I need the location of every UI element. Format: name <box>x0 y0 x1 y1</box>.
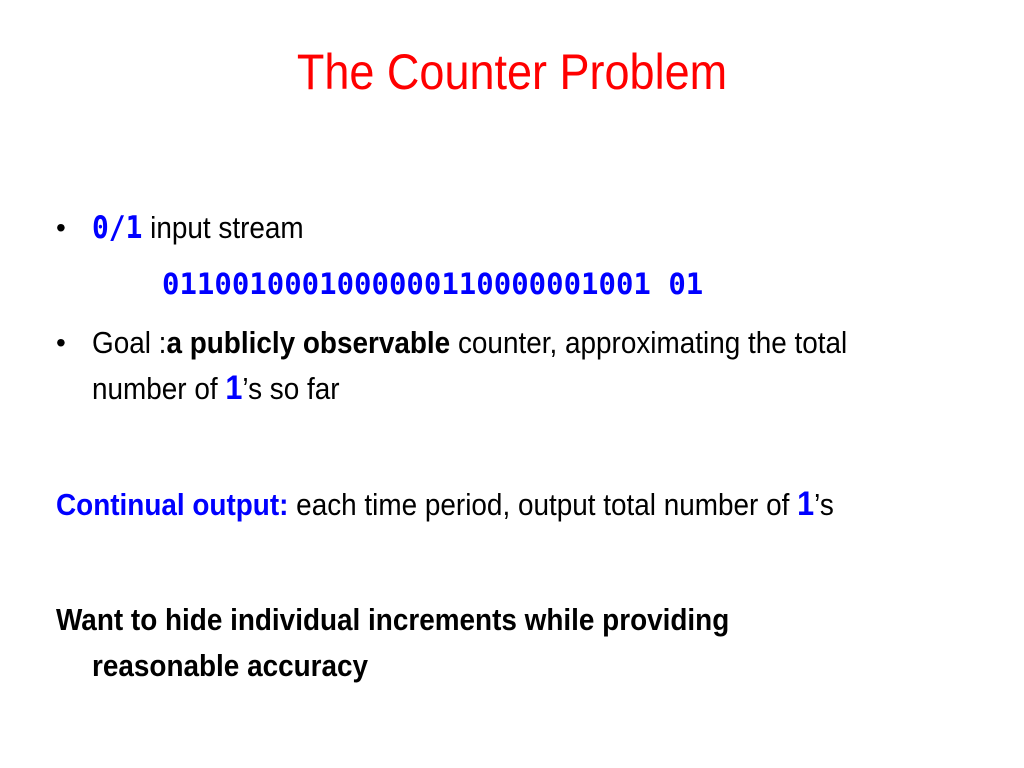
slide-title: The Counter Problem <box>296 44 728 100</box>
bullet-marker: • <box>56 212 66 243</box>
bullet-text-input-stream: input stream <box>142 210 304 245</box>
continual-output-label: Continual output: <box>56 487 289 522</box>
goal-emphasis: a publicly observable <box>166 325 451 360</box>
want-line-1: Want to hide individual increments while providing <box>56 602 730 637</box>
goal-line2-suffix: ’s so far <box>242 371 340 406</box>
goal-line2-one: 1 <box>225 369 243 407</box>
bullet-lead-01: 0/1 <box>92 210 143 246</box>
binary-stream <box>162 266 703 303</box>
continual-output-one: 1 <box>797 485 815 523</box>
bullet-line-goal-continued <box>92 370 340 407</box>
goal-line2-prefix: number of <box>92 371 226 406</box>
continual-output-suffix: ’s <box>814 487 834 522</box>
bullet-line-goal <box>92 325 847 361</box>
bullet-marker: • <box>56 327 66 358</box>
goal-text: counter, approximating the total <box>450 325 848 360</box>
binary-stream-value: 0110010001000000110000001001 01 <box>162 267 704 301</box>
bullet-line-input-stream <box>92 210 304 246</box>
goal-prefix: Goal : <box>92 325 167 360</box>
want-line-2: reasonable accuracy <box>92 648 369 683</box>
continual-output-line <box>56 486 834 523</box>
continual-output-text: each time period, output total number of <box>288 487 798 522</box>
